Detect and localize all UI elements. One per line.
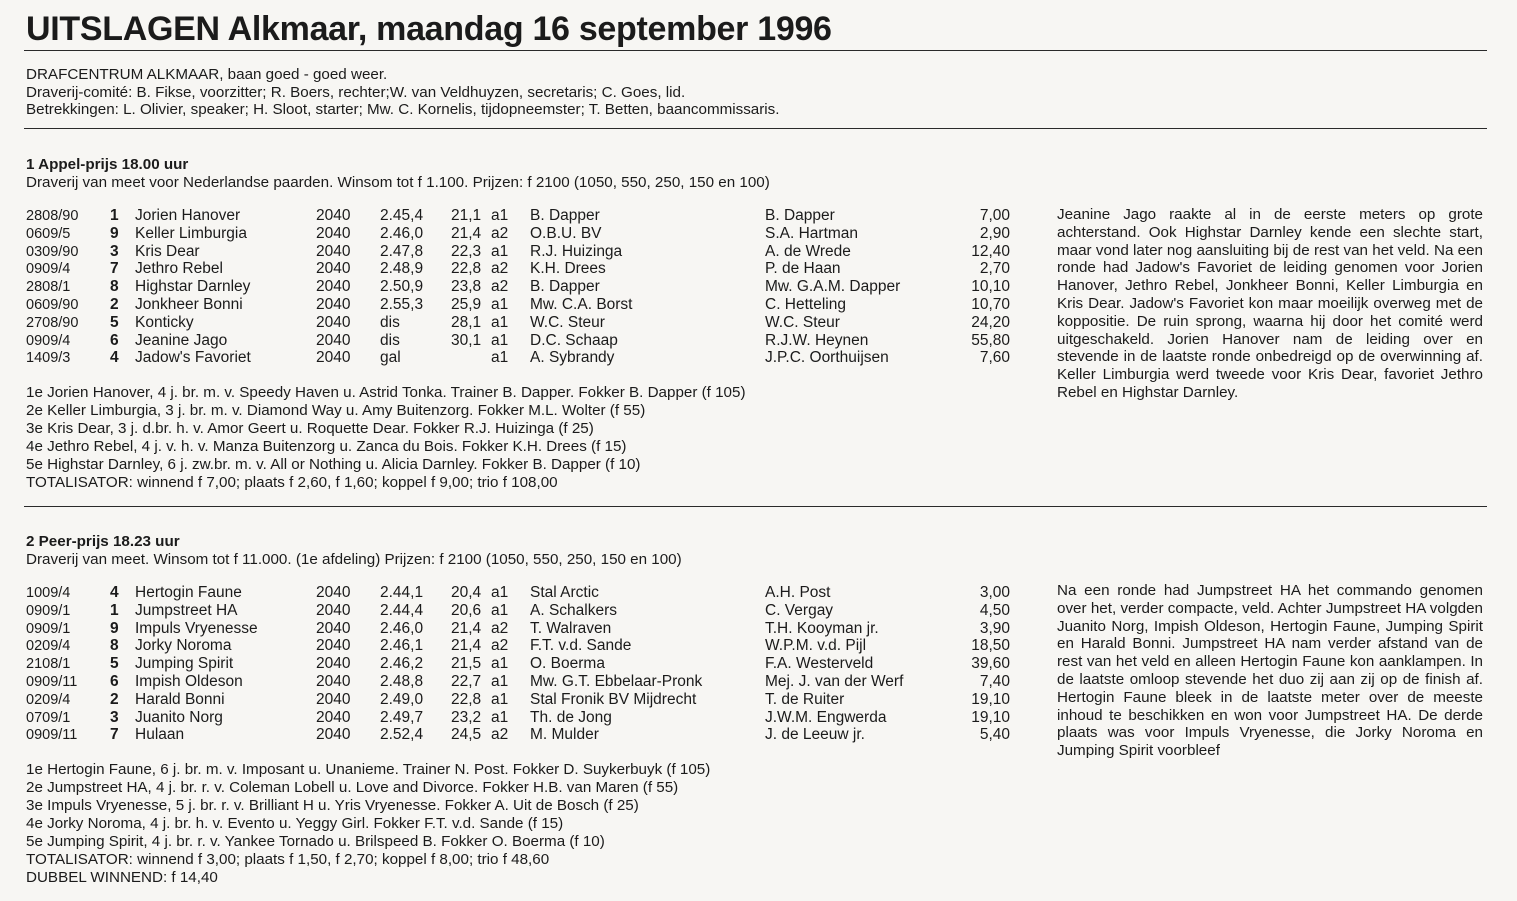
dubbel-winnend: DUBBEL WINNEND: f 14,40 — [26, 869, 218, 886]
race-time: 2.55,3 — [380, 296, 424, 313]
start-date: 0909/11 — [26, 727, 78, 744]
title-divider — [24, 50, 1487, 51]
placing-note: 4e Jethro Rebel, 4 j. v. h. v. Manza Buitenzorg u. Zanca du Bois. Fokker K.H. Drees (f 15) — [26, 438, 627, 455]
start-date: 0709/1 — [26, 709, 71, 726]
horse-name: Keller Limburgia — [135, 224, 247, 242]
start-number: 5 — [110, 655, 119, 673]
start-number: 8 — [110, 637, 119, 655]
race-time: 2.48,8 — [380, 673, 424, 690]
km-time: 21,4 — [451, 619, 482, 637]
race-1-report: Jeanine Jago raakte al in de eerste meters op grote achterstand. Ook Highstar Darnley kende een slechte start, maar vond later nog aansluiting bij de rest van het veld. Na een ronde had Jadow's Favoriet de leiding genomen voor Jorien Hanover, Jethro Rebel, Jonkheer Bonni, Keller Limburgia en Kris Dear. Jadow's Favoriet kon maar moeilijk overweg met de koppositie. De ruin sprong, waarna hij door het comité werd uitgeschakeld. Jorien Hanover nam de leiding over en stevende in de laatste ronde onbedreigd op de overwinning af. Keller Limburgia werd tweede voor Kris Dear, favoriet Jethro Rebel en Highstar Darnley. — [1057, 206, 1483, 401]
km-time: 23,2 — [451, 708, 482, 726]
race-time: 2.47,8 — [380, 242, 424, 260]
class: a1 — [491, 655, 509, 673]
owner: Stal Fronik BV Mijdrecht — [530, 690, 697, 708]
km-time: 28,1 — [451, 313, 482, 331]
class: a1 — [491, 242, 509, 260]
odds: 19,10 — [971, 708, 1010, 726]
horse-name: Konticky — [135, 313, 194, 331]
race-time: dis — [380, 331, 400, 349]
result-row — [0, 673, 1020, 691]
driver: A. de Wrede — [765, 242, 851, 260]
placing-note: 3e Impuls Vryenesse, 5 j. br. r. v. Brilliant H u. Yris Vryenesse. Fokker A. Uit de Bosch (f 25) — [26, 797, 639, 814]
section-divider — [24, 128, 1487, 129]
distance: 2040 — [316, 584, 351, 601]
start-date: 0209/4 — [26, 638, 71, 655]
distance: 2040 — [316, 242, 351, 260]
placing-note: 1e Jorien Hanover, 4 j. br. m. v. Speedy Haven u. Astrid Tonka. Trainer B. Dapper. Fokker B. Dapper (f 105) — [26, 384, 746, 401]
horse-name: Impuls Vryenesse — [135, 619, 258, 637]
driver: P. de Haan — [765, 260, 841, 278]
horse-name: Harald Bonni — [135, 690, 225, 708]
start-date: 0909/1 — [26, 620, 71, 637]
result-row — [0, 260, 1020, 278]
distance: 2040 — [316, 690, 351, 708]
horse-name: Highstar Darnley — [135, 278, 251, 296]
class: a2 — [491, 619, 509, 637]
km-time: 21,1 — [451, 207, 482, 224]
owner: B. Dapper — [530, 207, 600, 224]
distance: 2040 — [316, 224, 351, 242]
class: a1 — [491, 690, 509, 708]
km-time: 21,4 — [451, 637, 482, 655]
start-date: 0909/4 — [26, 261, 71, 278]
class: a2 — [491, 726, 509, 744]
driver: J. de Leeuw jr. — [765, 726, 865, 744]
odds: 3,90 — [979, 619, 1010, 637]
odds: 5,40 — [979, 726, 1010, 744]
result-row — [0, 709, 1020, 727]
race-2-header — [26, 533, 682, 569]
odds: 19,10 — [971, 690, 1010, 708]
odds: 10,10 — [971, 278, 1010, 296]
start-number: 1 — [110, 601, 119, 619]
class: a2 — [491, 637, 509, 655]
race-1-header — [26, 156, 770, 192]
race-time: 2.46,0 — [380, 224, 424, 242]
distance: 2040 — [316, 708, 351, 726]
race-time: 2.45,4 — [380, 207, 424, 224]
driver: J.W.M. Engwerda — [765, 708, 887, 726]
driver: Mw. G.A.M. Dapper — [765, 278, 901, 296]
driver: A.H. Post — [765, 584, 831, 601]
distance: 2040 — [316, 313, 351, 331]
section-divider — [24, 506, 1487, 507]
km-time: 25,9 — [451, 296, 482, 313]
distance: 2040 — [316, 331, 351, 349]
km-time: 21,4 — [451, 224, 482, 242]
odds: 3,00 — [979, 584, 1010, 601]
result-row — [0, 726, 1020, 744]
driver: T.H. Kooyman jr. — [765, 619, 879, 637]
start-date: 0609/90 — [26, 297, 79, 313]
distance: 2040 — [316, 637, 351, 655]
placing-note: 5e Jumping Spirit, 4 j. br. r. v. Yankee Tornado u. Brilspeed B. Fokker O. Boerma (f 10) — [26, 833, 605, 850]
class: a1 — [491, 331, 509, 349]
km-time: 22,8 — [451, 690, 482, 708]
race-time: 2.48,9 — [380, 260, 424, 278]
driver: T. de Ruiter — [765, 690, 845, 708]
result-row — [0, 620, 1020, 638]
race-time: 2.49,0 — [380, 690, 424, 708]
horse-name: Jeanine Jago — [135, 331, 228, 349]
class: a1 — [491, 296, 509, 313]
km-time: 22,3 — [451, 242, 482, 260]
distance: 2040 — [316, 349, 351, 367]
start-number: 7 — [110, 726, 119, 744]
horse-name: Jorky Noroma — [135, 637, 232, 655]
horse-name: Jadow's Favoriet — [135, 349, 251, 367]
class: a1 — [491, 207, 509, 224]
start-number: 4 — [110, 584, 119, 601]
distance: 2040 — [316, 726, 351, 744]
owner: Mw. G.T. Ebbelaar-Pronk — [530, 673, 703, 690]
distance: 2040 — [316, 673, 351, 690]
horse-name: Impish Oldeson — [135, 673, 243, 690]
race-time: 2.44,1 — [380, 584, 424, 601]
header-line: DRAFCENTRUM ALKMAAR, baan goed - goed weer. — [26, 66, 388, 83]
owner: M. Mulder — [530, 726, 599, 744]
race-2-notes — [26, 761, 710, 887]
start-number: 2 — [110, 296, 119, 313]
owner: F.T. v.d. Sande — [530, 637, 632, 655]
start-number: 5 — [110, 313, 119, 331]
start-number: 3 — [110, 708, 119, 726]
class: a2 — [491, 278, 509, 296]
odds: 39,60 — [971, 655, 1010, 673]
distance: 2040 — [316, 260, 351, 278]
driver: F.A. Westerveld — [765, 655, 874, 673]
odds: 7,60 — [979, 349, 1010, 367]
start-number: 6 — [110, 673, 119, 690]
km-time: 23,8 — [451, 278, 482, 296]
race-time: 2.50,9 — [380, 278, 424, 296]
start-date: 2708/90 — [26, 314, 79, 331]
result-row — [0, 207, 1020, 225]
result-row — [0, 691, 1020, 709]
race-2-report: Na een ronde had Jumpstreet HA het commando genomen over het, verder compacte, veld. Achter Jumpstreet HA volgden Juanito Norg, Impish Oldeson, Hertogin Faune, Jumping Spirit en Harald Bonni. Jumpstreet HA nam verder afstand van de rest van het veld en alleen Hertogin Faune kon aanklampen. In de laatste omloop stevende het duo zij aan zij op de finish af. Hertogin Faune bleek in de laatste meter over de meeste inhoud te beschikken en won voor Jumpstreet HA. De derde plaats was voor Impuls Vryenesse, die Jorky Noroma en Jumping Spirit voorbleef — [1057, 582, 1483, 760]
odds: 7,40 — [979, 673, 1010, 690]
horse-name: Jonkheer Bonni — [135, 296, 243, 313]
km-time: 20,4 — [451, 584, 482, 601]
owner: A. Schalkers — [530, 601, 618, 619]
odds: 55,80 — [971, 331, 1010, 349]
distance: 2040 — [316, 296, 351, 313]
odds: 2,90 — [979, 224, 1010, 242]
start-number: 3 — [110, 242, 119, 260]
owner: Th. de Jong — [530, 708, 612, 726]
start-date: 0609/5 — [26, 225, 71, 242]
driver: R.J.W. Heynen — [765, 331, 869, 349]
km-time: 21,5 — [451, 655, 482, 673]
race-time: 2.46,2 — [380, 655, 424, 673]
race-time: 2.46,0 — [380, 619, 424, 637]
race-description: Draverij van meet. Winsom tot f 11.000. (1e afdeling) Prijzen: f 2100 (1050, 550, 250, 150 en 100) — [26, 551, 682, 568]
start-date: 2808/90 — [26, 208, 79, 224]
result-row — [0, 225, 1020, 243]
placing-note: 3e Kris Dear, 3 j. d.br. h. v. Amor Geert u. Roquette Dear. Fokker R.J. Huizinga (f 25) — [26, 420, 594, 437]
horse-name: Jumpstreet HA — [135, 601, 238, 619]
totalisator: TOTALISATOR: winnend f 7,00; plaats f 2,60, f 1,60; koppel f 9,00; trio f 108,00 — [26, 474, 558, 491]
result-row — [0, 314, 1020, 332]
result-row — [0, 243, 1020, 261]
race-1-notes — [26, 384, 746, 492]
odds: 12,40 — [971, 242, 1010, 260]
driver: C. Vergay — [765, 601, 834, 619]
race-time: dis — [380, 313, 400, 331]
start-date: 1009/4 — [26, 585, 71, 601]
horse-name: Jorien Hanover — [135, 207, 241, 224]
race-time: gal — [380, 349, 401, 367]
owner: R.J. Huizinga — [530, 242, 623, 260]
owner: B. Dapper — [530, 278, 600, 296]
horse-name: Jumping Spirit — [135, 655, 234, 673]
odds: 7,00 — [979, 207, 1010, 224]
start-number: 8 — [110, 278, 119, 296]
start-number: 9 — [110, 619, 119, 637]
start-date: 0309/90 — [26, 243, 79, 260]
result-row — [0, 584, 1020, 602]
owner: A. Sybrandy — [530, 349, 615, 367]
placing-note: 5e Highstar Darnley, 6 j. zw.br. m. v. All or Nothing u. Alicia Darnley. Fokker B. Dapper (f 10) — [26, 456, 641, 473]
start-date: 1409/3 — [26, 350, 71, 367]
distance: 2040 — [316, 207, 351, 224]
km-time: 24,5 — [451, 726, 482, 744]
driver: C. Hetteling — [765, 296, 846, 313]
horse-name: Kris Dear — [135, 242, 200, 260]
distance: 2040 — [316, 655, 351, 673]
horse-name: Jethro Rebel — [135, 260, 223, 278]
placing-note: 2e Keller Limburgia, 3 j. br. m. v. Diamond Way u. Amy Buitenzorg. Fokker M.L. Wolter (f 55) — [26, 402, 646, 419]
km-time: 22,7 — [451, 673, 482, 690]
owner: W.C. Steur — [530, 313, 605, 331]
placing-note: 4e Jorky Noroma, 4 j. br. h. v. Evento u. Yeggy Girl. Fokker F.T. v.d. Sande (f 15) — [26, 815, 564, 832]
odds: 10,70 — [971, 296, 1010, 313]
start-date: 0909/11 — [26, 674, 78, 690]
start-number: 1 — [110, 207, 119, 224]
owner: O.B.U. BV — [530, 224, 602, 242]
result-row — [0, 278, 1020, 296]
meeting-header — [26, 66, 780, 119]
class: a1 — [491, 708, 509, 726]
driver: W.P.M. v.d. Pijl — [765, 637, 867, 655]
result-row — [0, 296, 1020, 314]
class: a1 — [491, 673, 509, 690]
driver: Mej. J. van der Werf — [765, 673, 904, 690]
horse-name: Juanito Norg — [135, 708, 223, 726]
race-time: 2.52,4 — [380, 726, 424, 744]
owner: O. Boerma — [530, 655, 605, 673]
start-number: 4 — [110, 349, 119, 367]
race-time: 2.44,4 — [380, 601, 424, 619]
placing-note: 2e Jumpstreet HA, 4 j. br. r. v. Coleman Lobell u. Love and Divorce. Fokker H.B. van Maren (f 55) — [26, 779, 679, 796]
start-number: 9 — [110, 224, 119, 242]
result-row — [0, 602, 1020, 620]
start-date: 2108/1 — [26, 656, 71, 673]
class: a1 — [491, 349, 509, 367]
race-time: 2.46,1 — [380, 637, 424, 655]
distance: 2040 — [316, 619, 351, 637]
driver: J.P.C. Oorthuijsen — [765, 349, 889, 367]
start-date: 0909/1 — [26, 602, 71, 619]
placing-note: 1e Hertogin Faune, 6 j. br. m. v. Imposant u. Unanieme. Trainer N. Post. Fokker D. Suykerbuyk (f 105) — [26, 761, 711, 778]
start-number: 6 — [110, 331, 119, 349]
start-date: 0209/4 — [26, 691, 71, 708]
class: a1 — [491, 601, 509, 619]
result-row — [0, 349, 1020, 367]
header-line: Draverij-comité: B. Fikse, voorzitter; R. Boers, rechter;W. van Veldhuyzen, secretaris; C. Goes, lid. — [26, 83, 686, 101]
km-time: 20,6 — [451, 601, 482, 619]
result-row — [0, 637, 1020, 655]
odds: 2,70 — [979, 260, 1010, 278]
result-row — [0, 332, 1020, 350]
owner: T. Walraven — [530, 619, 612, 637]
race-description: Draverij van meet voor Nederlandse paarden. Winsom tot f 1.100. Prijzen: f 2100 (1050, 550, 250, 150 en 100) — [26, 174, 770, 191]
race-title: 2 Peer-prijs 18.23 uur — [26, 533, 180, 550]
owner: Mw. C.A. Borst — [530, 296, 633, 313]
header-line: Betrekkingen: L. Olivier, speaker; H. Sloot, starter; Mw. C. Kornelis, tijdopneemster; T. Betten, baancommissaris. — [26, 101, 780, 118]
start-number: 7 — [110, 260, 119, 278]
class: a2 — [491, 260, 509, 278]
km-time: 30,1 — [451, 331, 482, 349]
page-title: UITSLAGEN Alkmaar, maandag 16 september 1996 — [26, 10, 832, 48]
owner: D.C. Schaap — [530, 331, 618, 349]
driver: B. Dapper — [765, 207, 835, 224]
owner: Stal Arctic — [530, 584, 599, 601]
distance: 2040 — [316, 278, 351, 296]
horse-name: Hertogin Faune — [135, 584, 242, 601]
race-time: 2.49,7 — [380, 708, 424, 726]
odds: 4,50 — [979, 601, 1010, 619]
owner: K.H. Drees — [530, 260, 606, 278]
start-date: 0909/4 — [26, 332, 71, 349]
race-title: 1 Appel-prijs 18.00 uur — [26, 156, 189, 173]
driver: W.C. Steur — [765, 313, 840, 331]
odds: 18,50 — [971, 637, 1010, 655]
start-number: 2 — [110, 690, 119, 708]
odds: 24,20 — [971, 313, 1010, 331]
class: a2 — [491, 224, 509, 242]
start-date: 2808/1 — [26, 279, 71, 296]
horse-name: Hulaan — [135, 726, 185, 744]
class: a1 — [491, 584, 509, 601]
totalisator: TOTALISATOR: winnend f 3,00; plaats f 1,50, f 2,70; koppel f 8,00; trio f 48,60 — [26, 851, 550, 868]
km-time: 22,8 — [451, 260, 482, 278]
class: a1 — [491, 313, 509, 331]
driver: S.A. Hartman — [765, 224, 859, 242]
distance: 2040 — [316, 601, 351, 619]
result-row — [0, 655, 1020, 673]
